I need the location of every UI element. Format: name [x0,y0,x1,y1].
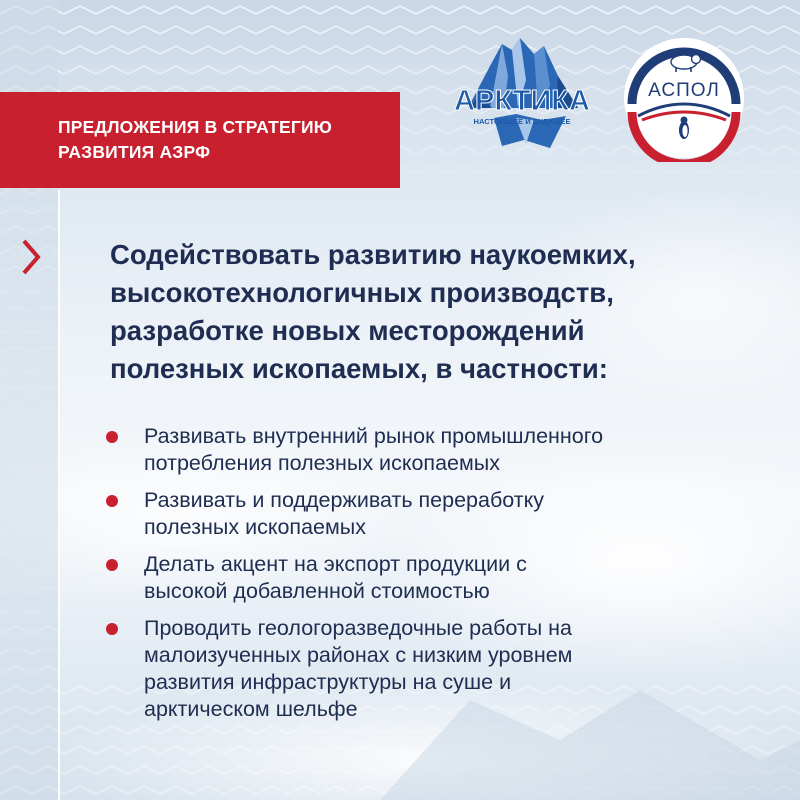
list-item-line: полезных ископаемых [144,515,366,539]
list-item-line: высокой добавленной стоимостью [144,579,490,603]
arktika-logo [446,36,598,154]
list-item-line: Развивать внутренний рынок промышленного [144,424,604,448]
bullet-dot-icon [106,559,118,571]
arktika-logo-subtitle: НАСТОЯЩЕЕ И БУДУЩЕЕ [473,117,571,126]
divider-line [58,190,60,800]
banner-line: РАЗВИТИЯ АЗРФ [58,142,211,162]
bullet-dot-icon [106,431,118,443]
list-item-line: малоизученных районах с низким уровнем [144,643,573,667]
heading-line: высокотехнологичных производств, [110,277,614,308]
bullet-list [106,423,746,733]
list-item-line: потребления полезных ископаемых [144,451,500,475]
list-item [106,423,746,477]
list-item [106,551,746,605]
heading-line: разработке новых месторождений [110,315,585,346]
aspol-logo-title: АСПОЛ [648,80,720,101]
heading-line: Содействовать развитию наукоемких, [110,239,636,270]
list-item-line: развития инфраструктуры на суше и [144,670,512,694]
list-item-line: Делать акцент на экспорт продукции с [144,552,527,576]
list-item [106,487,746,541]
bullet-dot-icon [106,495,118,507]
main-heading [110,236,760,388]
list-item-line: арктическом шельфе [144,697,358,721]
arktika-logo-title: АРКТИКА [454,85,590,117]
heading-line: полезных ископаемых, в частности: [110,353,608,384]
aspol-logo [620,34,748,162]
banner-line: ПРЕДЛОЖЕНИЯ В СТРАТЕГИЮ [58,117,332,137]
chevron-right-icon [20,238,42,276]
list-item-line: Проводить геологоразведочные работы на [144,616,572,640]
list-item [106,615,746,723]
bullet-dot-icon [106,623,118,635]
list-item-line: Развивать и поддерживать переработку [144,488,544,512]
title-banner [0,92,400,188]
